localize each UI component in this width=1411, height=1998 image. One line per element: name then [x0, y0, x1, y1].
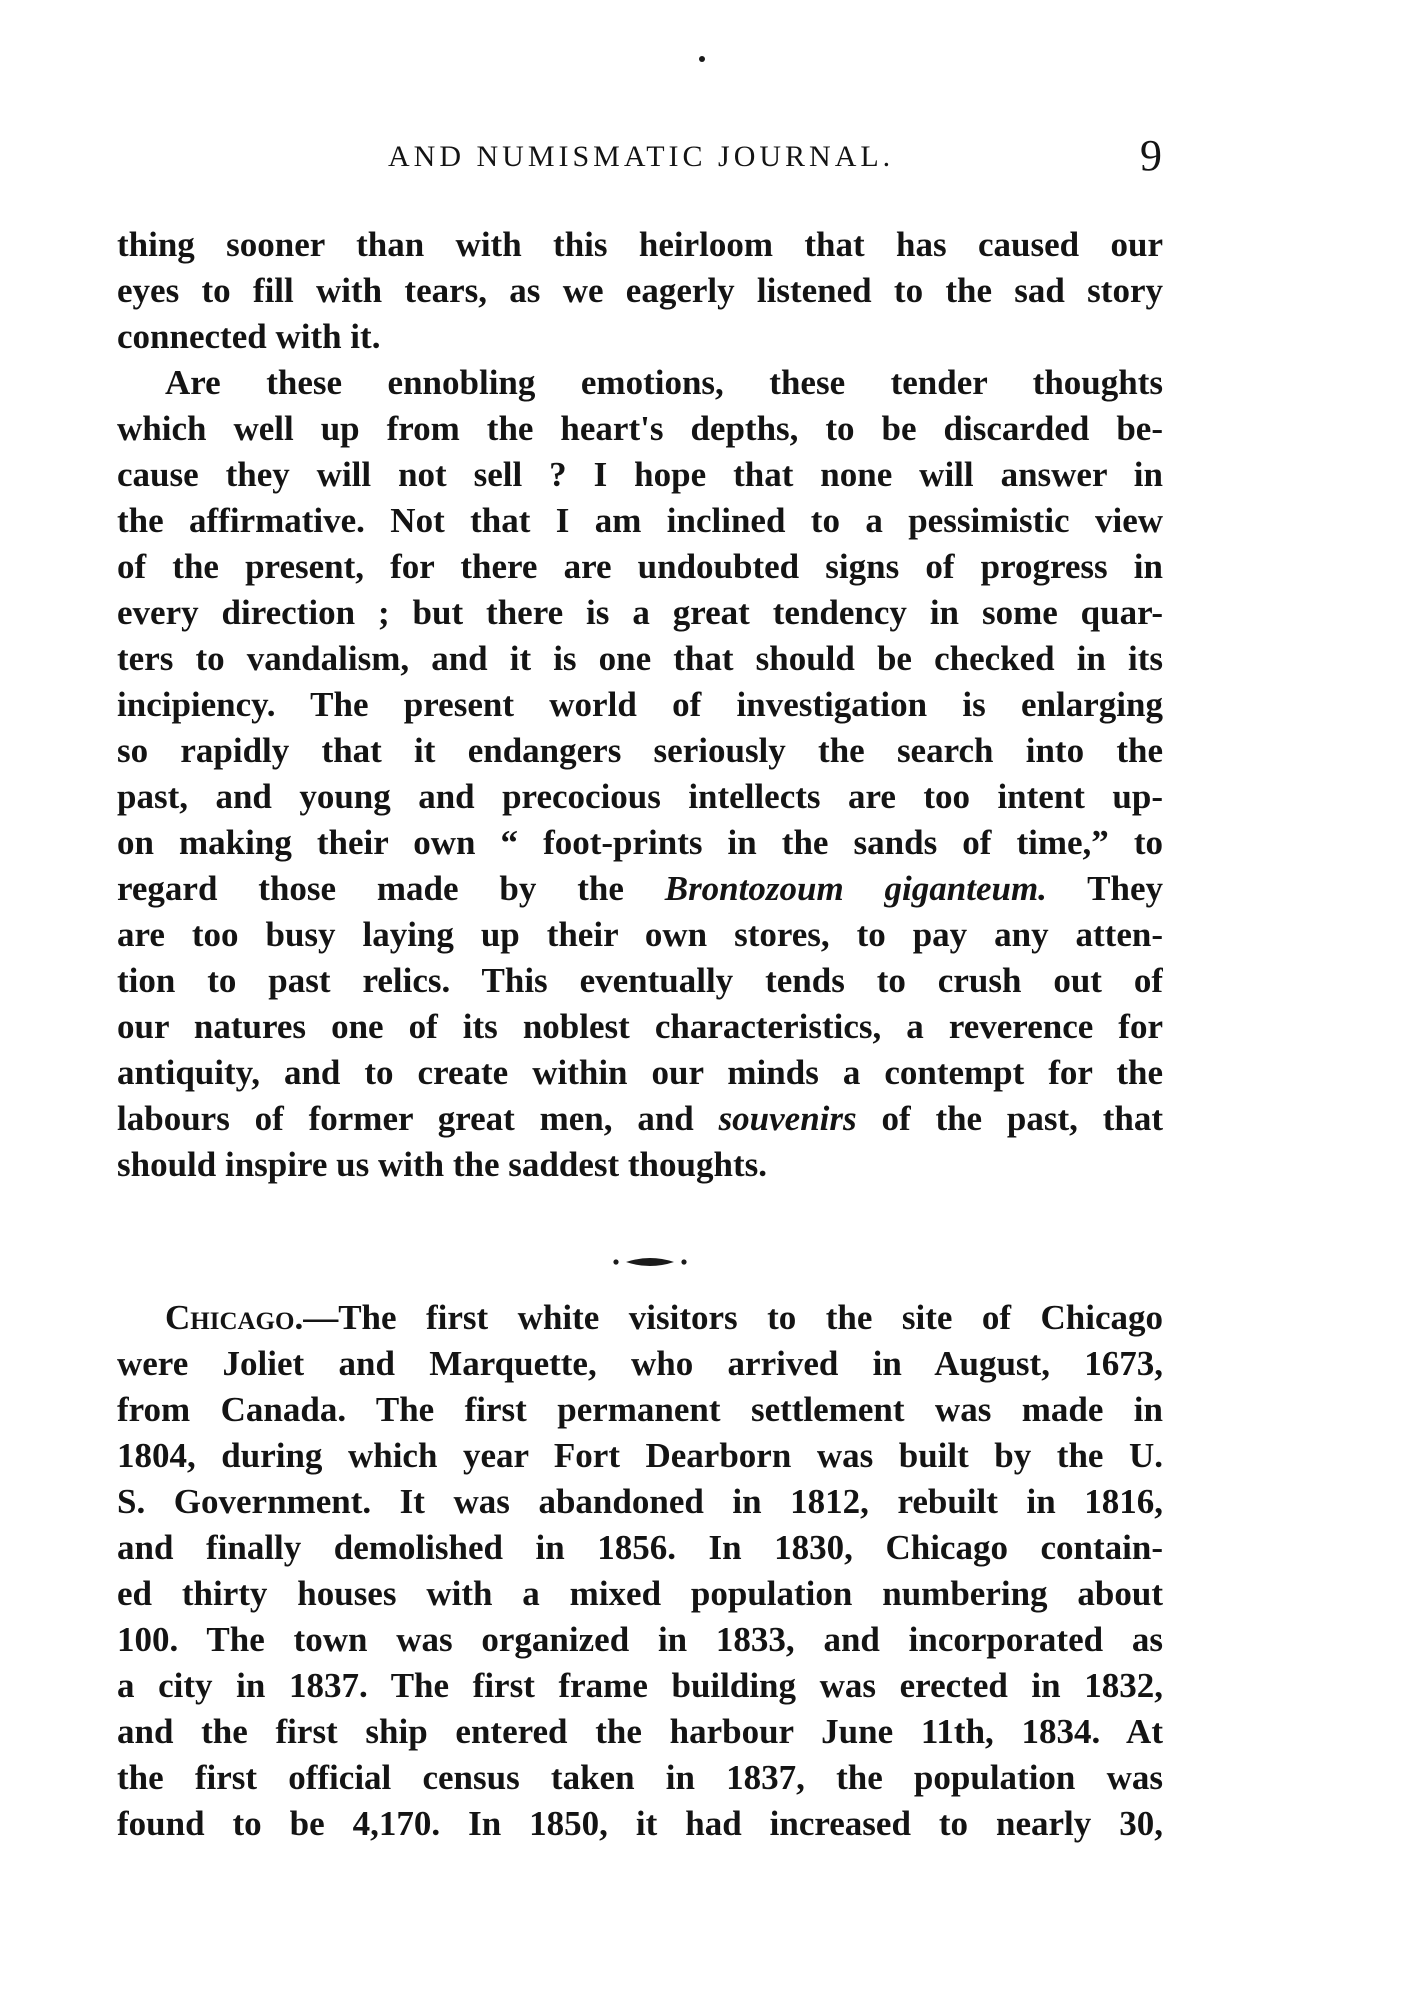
- text-line: incipiency. The present world of investigation is enlarging: [117, 685, 1163, 724]
- text-line: so rapidly that it endangers seriously the search into the: [117, 731, 1163, 770]
- text-run: regard those made by the: [117, 869, 665, 908]
- italic-species-name: Brontozoum giganteum.: [664, 869, 1047, 908]
- text-line: antiquity, and to create within our minds a contempt for the: [117, 1053, 1163, 1092]
- running-head: AND NUMISMATIC JOURNAL.: [388, 140, 895, 173]
- text-line: are too busy laying up their own stores, to pay any atten-: [117, 915, 1163, 954]
- text-line: on making their own “ foot-prints in the sands of time,” to: [117, 823, 1163, 862]
- text-run: They: [1046, 869, 1163, 908]
- text-line: ters to vandalism, and it is one that should be checked in its: [117, 639, 1163, 678]
- essay-text: [117, 222, 1163, 1188]
- text-line: and the first ship entered the harbour June 11th, 1834. At: [117, 1712, 1163, 1751]
- paragraph-1: [117, 222, 1163, 360]
- text-line: a city in 1837. The first frame building was erected in 1832,: [117, 1666, 1163, 1705]
- italic-souvenirs: souvenirs: [718, 1099, 857, 1138]
- text-line: [117, 1295, 1163, 1341]
- paragraph-2: [117, 360, 1163, 1188]
- chicago-section: [117, 1295, 1163, 1847]
- ink-speck: [699, 56, 705, 62]
- page-number: 9: [1140, 131, 1162, 180]
- text-line: past, and young and precocious intellects are too intent up-: [117, 777, 1163, 816]
- text-run: labours of former great men, and: [117, 1099, 719, 1138]
- text-line: connected with it.: [117, 317, 381, 356]
- text-line: and finally demolished in 1856. In 1830, Chicago contain-: [117, 1528, 1163, 1567]
- text-line: which well up from the heart's depths, to be discarded be-: [117, 409, 1163, 448]
- text-line: from Canada. The first permanent settlement was made in: [117, 1390, 1163, 1429]
- text-line: of the present, for there are undoubted signs of progress in: [117, 547, 1163, 586]
- text-line: were Joliet and Marquette, who arrived in August, 1673,: [117, 1344, 1163, 1383]
- text-run: of the past, that: [856, 1099, 1163, 1138]
- text-line: the affirmative. Not that I am inclined to a pessimistic view: [117, 501, 1163, 540]
- text-line: 1804, during which year Fort Dearborn was built by the U.: [117, 1436, 1163, 1475]
- text-line: eyes to fill with tears, as we eagerly listened to the sad story: [117, 271, 1163, 310]
- paragraph-3: [117, 1295, 1163, 1847]
- text-line: found to be 4,170. In 1850, it had increased to nearly 30,: [117, 1804, 1163, 1843]
- text-line: our natures one of its noblest characteristics, a reverence for: [117, 1007, 1163, 1046]
- text-line: 100. The town was organized in 1833, and incorporated as: [117, 1620, 1163, 1659]
- text-run: .—The first white visitors to the site of Chicago: [294, 1298, 1163, 1337]
- text-line: ed thirty houses with a mixed population numbering about: [117, 1574, 1163, 1613]
- text-line: Are these ennobling emotions, these tender thoughts: [165, 363, 1163, 402]
- text-line: every direction ; but there is a great tendency in some quar-: [117, 593, 1163, 632]
- text-line: S. Government. It was abandoned in 1812, rebuilt in 1816,: [117, 1482, 1163, 1521]
- text-line: [117, 1096, 1163, 1142]
- text-line: tion to past relics. This eventually tends to crush out of: [117, 961, 1163, 1000]
- text-line: cause they will not sell ? I hope that none will answer in: [117, 455, 1163, 494]
- text-line: should inspire us with the saddest thoughts.: [117, 1145, 767, 1184]
- text-line: [117, 866, 1163, 912]
- text-line: thing sooner than with this heirloom that has caused our: [117, 225, 1163, 264]
- section-lead-word: Chicago: [165, 1298, 295, 1337]
- text-line: the first official census taken in 1837, the population was: [117, 1758, 1163, 1797]
- section-divider-ornament: [610, 1254, 690, 1270]
